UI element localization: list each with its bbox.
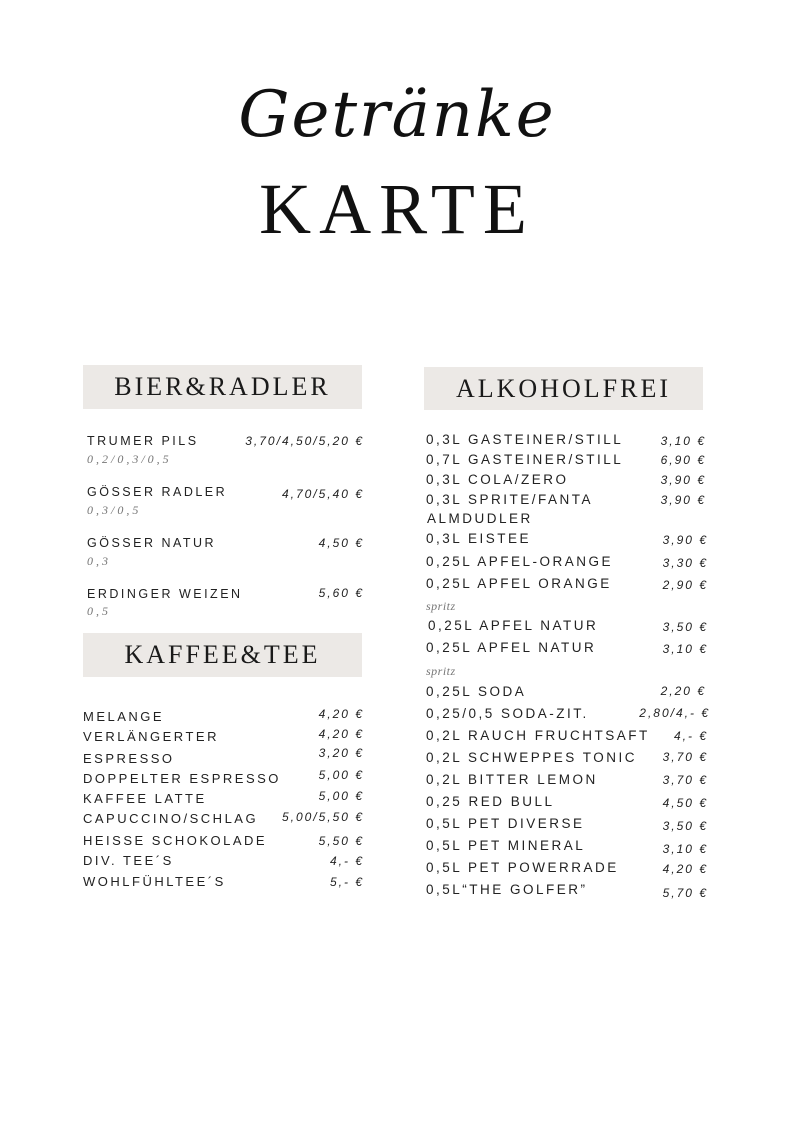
item-price: 3,20 €	[318, 746, 364, 760]
item-price: 5,70 €	[662, 886, 708, 900]
item-price: 4,20 €	[662, 862, 708, 876]
item-name: WOHLFÜHLTEE´S	[83, 874, 226, 889]
item-price: 4,- €	[329, 854, 364, 868]
item-price: 3,70 €	[662, 750, 708, 764]
item-price: 3,30 €	[662, 556, 708, 570]
item-price: 5,00 €	[318, 789, 364, 803]
item-price: 3,90 €	[662, 533, 708, 547]
item-price: 3,10 €	[662, 642, 708, 656]
item-name: GÖSSER NATUR	[87, 536, 217, 550]
item-name: 0,2L BITTER LEMON	[426, 772, 598, 787]
item-price: 4,20 €	[318, 727, 364, 741]
item-name: TRUMER PILS	[87, 434, 199, 448]
item-name: 0,25 RED BULL	[426, 794, 555, 809]
item-name: 0,25/0,5 SODA-ZIT.	[426, 706, 589, 721]
item-name: 0,3L EISTEE	[426, 531, 532, 546]
title-script: Getränke	[238, 78, 556, 152]
item-name: ESPRESSO	[83, 751, 175, 766]
item-sizes: 0,2/0,3/0,5	[87, 452, 172, 466]
item-price: 3,90 €	[660, 473, 706, 487]
item-name: 0,3L SPRITE/FANTA	[426, 492, 594, 507]
item-name: DIV. TEE´S	[83, 853, 174, 868]
item-sizes: 0,3/0,5	[87, 503, 142, 517]
section-heading-kaffee: KAFFEE&TEE	[83, 633, 362, 677]
item-price: 4,50 €	[318, 536, 364, 550]
item-price: 3,70 €	[662, 773, 708, 787]
item-name: 0,2L SCHWEPPES TONIC	[426, 750, 638, 765]
item-name: 0,5L PET MINERAL	[426, 838, 586, 853]
item-price: 5,- €	[329, 875, 364, 889]
item-sizes: 0,5	[87, 604, 111, 618]
item-name-continued: ALMDUDLER	[427, 511, 533, 526]
item-name: 0,3L COLA/ZERO	[426, 472, 569, 487]
item-name: 0,25L APFEL ORANGE	[426, 576, 612, 591]
section-heading-bier: BIER&RADLER	[83, 365, 362, 409]
item-name: 0,5L PET DIVERSE	[426, 816, 585, 831]
item-price: 3,90 €	[660, 493, 706, 507]
item-name: ERDINGER WEIZEN	[87, 587, 243, 601]
item-name: 0,25L APFEL NATUR	[426, 640, 597, 655]
item-price: 4,- €	[673, 729, 708, 743]
item-price: 3,10 €	[660, 434, 706, 448]
item-name: GÖSSER RADLER	[87, 485, 228, 499]
item-price: 5,00 €	[318, 768, 364, 782]
item-price: 2,80/4,- €	[639, 706, 710, 720]
item-name: MELANGE	[83, 709, 165, 724]
item-name: 0,2L RAUCH FRUCHTSAFT	[426, 728, 650, 743]
item-price: 3,70/4,50/5,20 €	[245, 434, 364, 448]
item-name: DOPPELTER ESPRESSO	[83, 771, 281, 786]
item-price: 4,50 €	[662, 796, 708, 810]
item-note: spritz	[426, 599, 456, 613]
section-heading-alkoholfrei: ALKOHOLFREI	[424, 367, 703, 410]
item-name: 0,25L APFEL NATUR	[428, 618, 599, 633]
item-price: 6,90 €	[660, 453, 706, 467]
item-name: 0,7L GASTEINER/STILL	[426, 452, 624, 467]
item-note: spritz	[426, 664, 456, 678]
item-name: CAPUCCINO/SCHLAG	[83, 811, 259, 826]
item-name: 0,5L“THE GOLFER”	[426, 882, 588, 897]
item-price: 5,00/5,50 €	[281, 810, 364, 824]
item-name: HEISSE SCHOKOLADE	[83, 833, 268, 848]
item-price: 2,90 €	[662, 578, 708, 592]
title-main: KARTE	[259, 169, 535, 249]
item-price: 3,50 €	[662, 819, 708, 833]
item-name: KAFFEE LATTE	[83, 791, 207, 806]
item-sizes: 0,3	[87, 554, 111, 568]
item-price: 4,70/5,40 €	[281, 487, 364, 501]
item-name: 0,5L PET POWERRADE	[426, 860, 619, 875]
item-price: 2,20 €	[660, 684, 706, 698]
item-price: 3,50 €	[662, 620, 708, 634]
item-price: 4,20 €	[318, 707, 364, 721]
item-name: 0,3L GASTEINER/STILL	[426, 432, 624, 447]
item-name: VERLÄNGERTER	[83, 729, 219, 744]
item-price: 3,10 €	[662, 842, 708, 856]
item-name: 0,25L APFEL-ORANGE	[426, 554, 614, 569]
item-price: 5,50 €	[318, 834, 364, 848]
item-price: 5,60 €	[318, 586, 364, 600]
item-name: 0,25L SODA	[426, 684, 527, 699]
